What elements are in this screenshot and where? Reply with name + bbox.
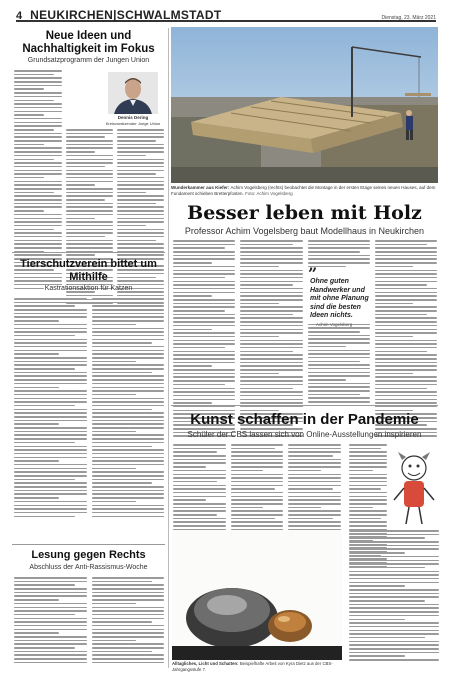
article5-subtitle: Schüler der CBS lassen sich von Online-Ausstellungen inspirieren: [187, 430, 422, 439]
caption-lead: Alltagliches, Licht und Schatten:: [172, 661, 239, 666]
article2-title: Tierschutzverein bittet um Mithilfe: [20, 258, 157, 283]
column-divider: [168, 28, 169, 668]
article5-title: Kunst schaffen in der Pandemie: [190, 411, 419, 428]
article2-text: [14, 298, 164, 517]
photo-credit: Foto: Achim Vogelsberg: [245, 190, 293, 196]
article4-construction-photo: [171, 27, 438, 183]
article4-title: Besser leben mit Holz: [187, 202, 422, 224]
article4-quote-author: Achim Vogelsberg: [316, 322, 353, 327]
article1-title: Neue Ideen und Nachhaltigkeit im Fokus: [22, 30, 155, 55]
caption-text: Beispielhafte Arbeit von Kyra Dietz aus der CBS-Jahrgangsstufe 7.: [172, 661, 333, 672]
caption-lead: Wunderkammer aus Kiefer:: [171, 185, 230, 190]
page-number: 4: [16, 10, 23, 22]
article5-artwork-image: [172, 530, 342, 660]
article3-text: [14, 577, 164, 663]
divider: [12, 544, 165, 545]
article1-photo-role: Kreisvorsitzender Junge Union: [105, 121, 161, 126]
article1-photo-name: Dennis Dering: [117, 115, 149, 120]
quote-mark-icon: ”: [308, 264, 318, 283]
article1-subtitle: Grundsatzprogramm der Jungen Union: [27, 57, 150, 64]
article5-text-right: [349, 530, 439, 661]
article4-subtitle: Professor Achim Vogelsberg baut Modellhaus in Neukirchen: [184, 226, 425, 236]
caption-text: Achim Vogelsberg (rechts) beobachtet die Montage in der ersten Etage seines neuen Hauses, auf dem Fundament schieben Bretterpfosten.: [171, 185, 436, 196]
article2-subtitle: Kastrationsaktion für Katzen: [44, 285, 133, 292]
section-title: NEUKIRCHEN|SCHWALMSTADT: [30, 8, 222, 22]
article1-portrait-photo: [108, 72, 158, 114]
issue-date: Dienstag, 23. März 2021: [381, 15, 436, 21]
article4-pull-quote: Ohne guten Handwerker und mit ohne Planung sind die besten Ideen nichts.: [310, 278, 369, 319]
article5-cartoon-drawing: [388, 448, 440, 528]
article4-photo-caption: [171, 185, 438, 196]
divider: [171, 405, 438, 406]
article1-text-left: [14, 70, 62, 289]
page-header: [16, 8, 436, 22]
divider: [12, 252, 165, 253]
article4-text: [173, 240, 437, 437]
article3-title: Lesung gegen Rechts: [31, 549, 146, 561]
article3-subtitle: Abschluss der Anti-Rassismus-Woche: [29, 564, 148, 571]
article5-artwork-caption: [172, 661, 342, 672]
